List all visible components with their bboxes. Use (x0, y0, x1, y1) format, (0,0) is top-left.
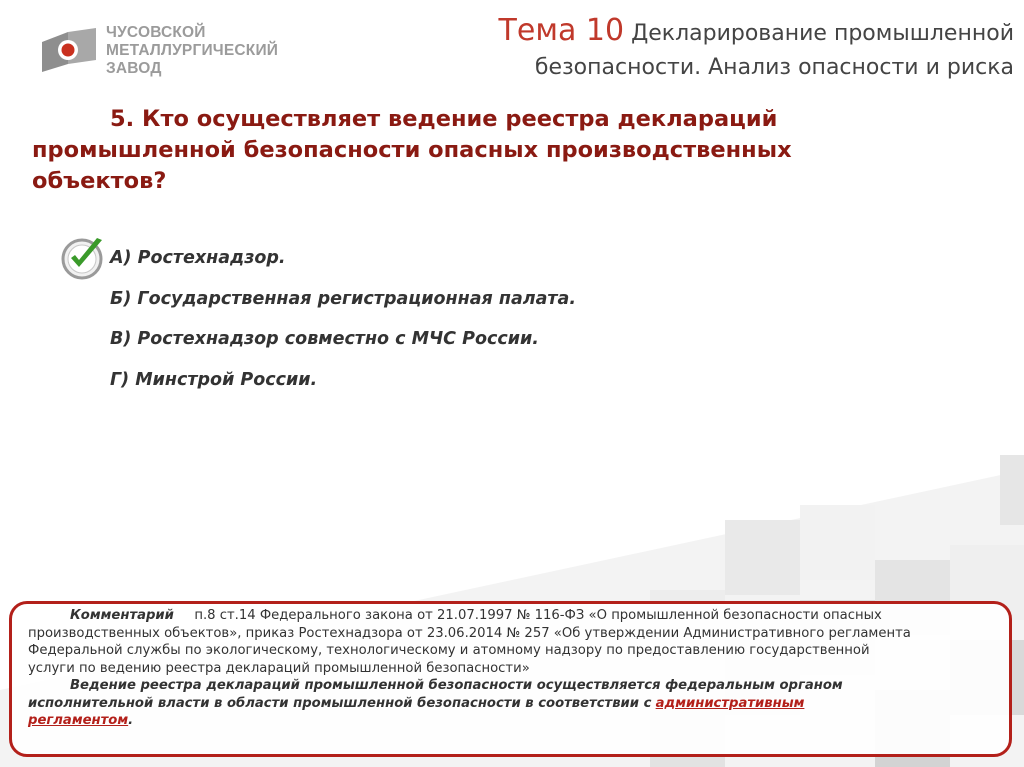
title-line-1: Декларирование промышленной (631, 21, 1014, 46)
comment-line-3: Федеральной службы по экологическому, технологическому и атомному надзору по предоставлению государственной (28, 643, 870, 658)
topic-number: Тема 10 (498, 13, 625, 48)
comment-conclusion-line-1: Ведение реестра деклараций промышленной безопасности осуществляется федеральным органом (70, 678, 843, 693)
answer-option-b[interactable]: Б) Государственная регистрационная палата. (110, 288, 576, 309)
company-logo-mark-icon (38, 28, 100, 72)
answer-option-c[interactable]: В) Ростехнадзор совместно с МЧС России. (110, 329, 539, 349)
answer-option-a[interactable]: А) Ростехнадзор. (110, 248, 286, 268)
question-line-1: Кто осуществляет ведение реестра деклараций (142, 106, 778, 132)
comment-text (28, 607, 1018, 730)
question-line-2: промышленной безопасности опасных производственных (32, 137, 792, 163)
company-logo (38, 18, 278, 88)
logo-text-line-1: ЧУСОВСКОЙ (106, 24, 206, 41)
question-line-3: объектов? (32, 168, 167, 194)
logo-text-line-2: МЕТАЛЛУРГИЧЕСКИЙ (106, 42, 279, 59)
comment-end-period: . (128, 713, 134, 728)
comment-label: Комментарий (70, 608, 174, 623)
comment-line-1: п.8 ст.14 Федерального закона от 21.07.1997 № 116-ФЗ «О промышленной безопасности опасных (194, 608, 882, 623)
check-circle-icon (60, 234, 108, 282)
logo-text-line-3: ЗАВОД (106, 60, 162, 77)
title-line-2: безопасности. Анализ опасности и риска (534, 55, 1014, 80)
regulation-link[interactable]: административным (655, 695, 805, 711)
slide-title (394, 14, 1014, 85)
answer-option-d[interactable]: Г) Минстрой России. (110, 369, 318, 390)
regulation-link-continued[interactable]: регламентом (28, 713, 129, 728)
answer-list (110, 244, 810, 406)
comment-line-2: производственных объектов», приказ Ростехнадзора от 23.06.2014 № 257 «Об утверждении Административного регламента (28, 625, 911, 641)
comment-line-4: услуги по ведению реестра деклараций промышленной безопасности» (28, 660, 530, 676)
question (32, 104, 932, 197)
question-number: 5. (110, 106, 135, 132)
comment-conclusion-line-2: исполнительной власти в области промышленной безопасности в соответствии с (28, 695, 652, 711)
